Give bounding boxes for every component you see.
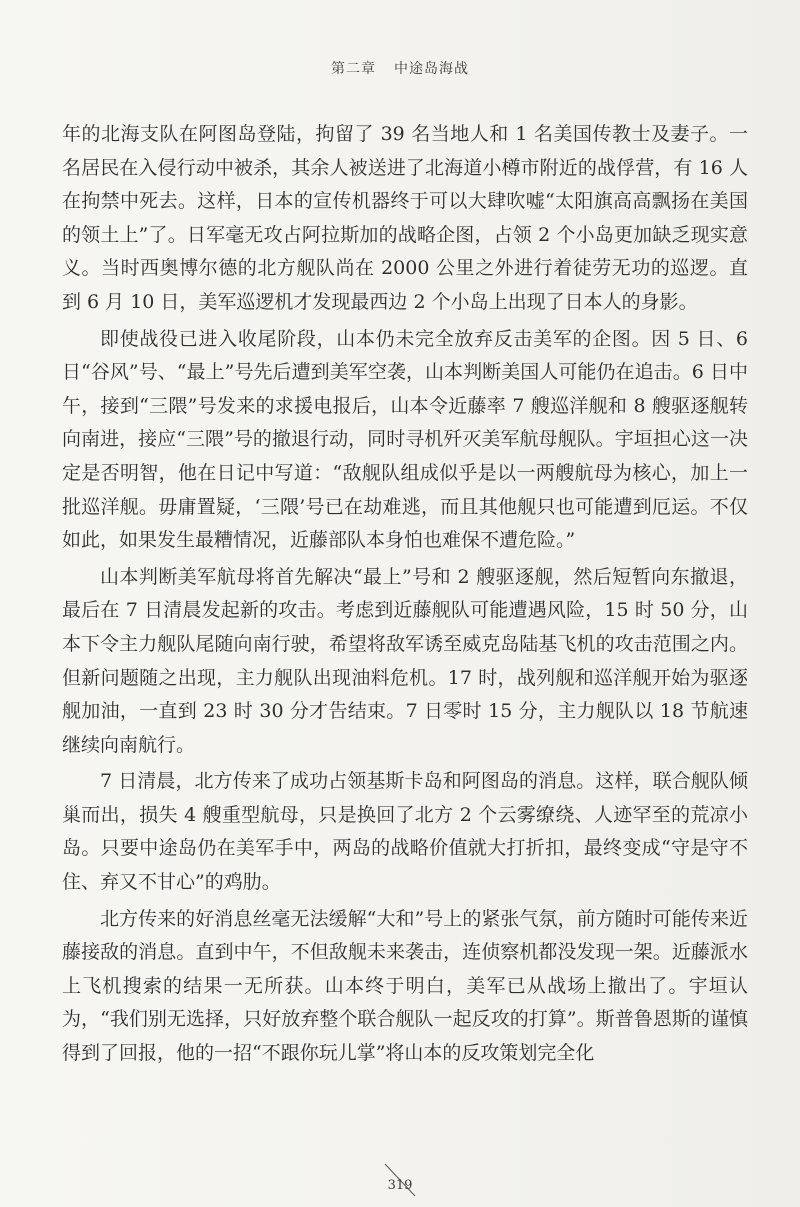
chapter-number: 第二章 — [331, 61, 376, 77]
running-header — [0, 58, 800, 78]
paragraph-continued: 年的北海支队在阿图岛登陆，拘留了 39 名当地人和 1 名美国传教士及妻子。一名居民在入侵行动中被杀，其余人被送进了北海道小樽市附近的战俘营，有 16 人在拘禁中死去。这样，日本的宣传机器终于可以大肆吹嘘“太阳旗高高飘扬在美国的领土上”了。日军毫无攻占阿拉斯加的战略企图，占领 2 个小岛更加缺乏现实意义。当时西奥博尔德的北方舰队尚在 2000 公里之外进行着徒劳无功的巡逻。直到 6 月 10 日，美军巡逻机才发现最西边 2 个小岛上出现了日本人的身影。 — [62, 123, 748, 313]
chapter-title: 中途岛海战 — [394, 61, 469, 77]
paragraph: 即使战役已进入收尾阶段，山本仍未完全放弃反击美军的企图。因 5 日、6 日“谷风”号、“最上”号先后遭到美军空袭，山本判断美国人可能仍在追击。6 日中午，接到“三隈”号发来的求援电报后，山本令近藤率 7 艘巡洋舰和 8 艘驱逐舰转向南进，接应“三隈”号的撤退行动，同时寻机歼灭美军航母舰队。宇垣担心这一决定是否明智，他在日记中写道：“敌舰队组成似乎是以一两艘航母为核心，加上一批巡洋舰。毋庸置疑，‘三隈’号已在劫难逃，而且其他舰只也可能遭到厄运。不仅如此，如果发生最糟情况，近藤部队本身怕也难保不遭危险。” — [62, 327, 748, 552]
paragraph: 北方传来的好消息丝毫无法缓解“大和”号上的紧张气氛，前方随时可能传来近藤接敌的消息。直到中午，不但敌舰未来袭击，连侦察机都没发现一架。近藤派水上飞机搜索的结果一无所获。山本终于明白，美军已从战场上撤出了。宇垣认为，“我们别无选择，只好放弃整个联合舰队一起反攻的打算”。斯普鲁恩斯的谨慎得到了回报，他的一招“不跟你玩儿掌”将山本的反攻策划完全化 — [62, 907, 748, 1065]
page-number: 319 — [387, 1178, 413, 1193]
page-footer — [0, 1178, 800, 1193]
paragraph: 山本判断美军航母将首先解决“最上”号和 2 艘驱逐舰，然后短暂向东撤退，最后在 7 日清晨发起新的攻击。考虑到近藤舰队可能遭遇风险，15 时 50 分，山本下令主力舰队尾随向南行驶，希望将敌军诱至威克岛陆基飞机的攻击范围之内。但新问题随之出现，主力舰队出现油料危机。17 时，战列舰和巡洋舰开始为驱逐舰加油，一直到 23 时 30 分才告结束。7 日零时 15 分，主力舰队以 18 节航速继续向南航行。 — [62, 565, 748, 756]
paragraph: 7 日清晨，北方传来了成功占领基斯卡岛和阿图岛的消息。这样，联合舰队倾巢而出，损失 4 艘重型航母，只是换回了北方 2 个云雾缭绕、人迹罕至的荒凉小岛。只要中途岛仍在美军手中，两岛的战略价值就大打折扣，最终变成“守是守不住、弃又不甘心”的鸡肋。 — [62, 770, 748, 894]
body-text — [62, 118, 748, 1074]
